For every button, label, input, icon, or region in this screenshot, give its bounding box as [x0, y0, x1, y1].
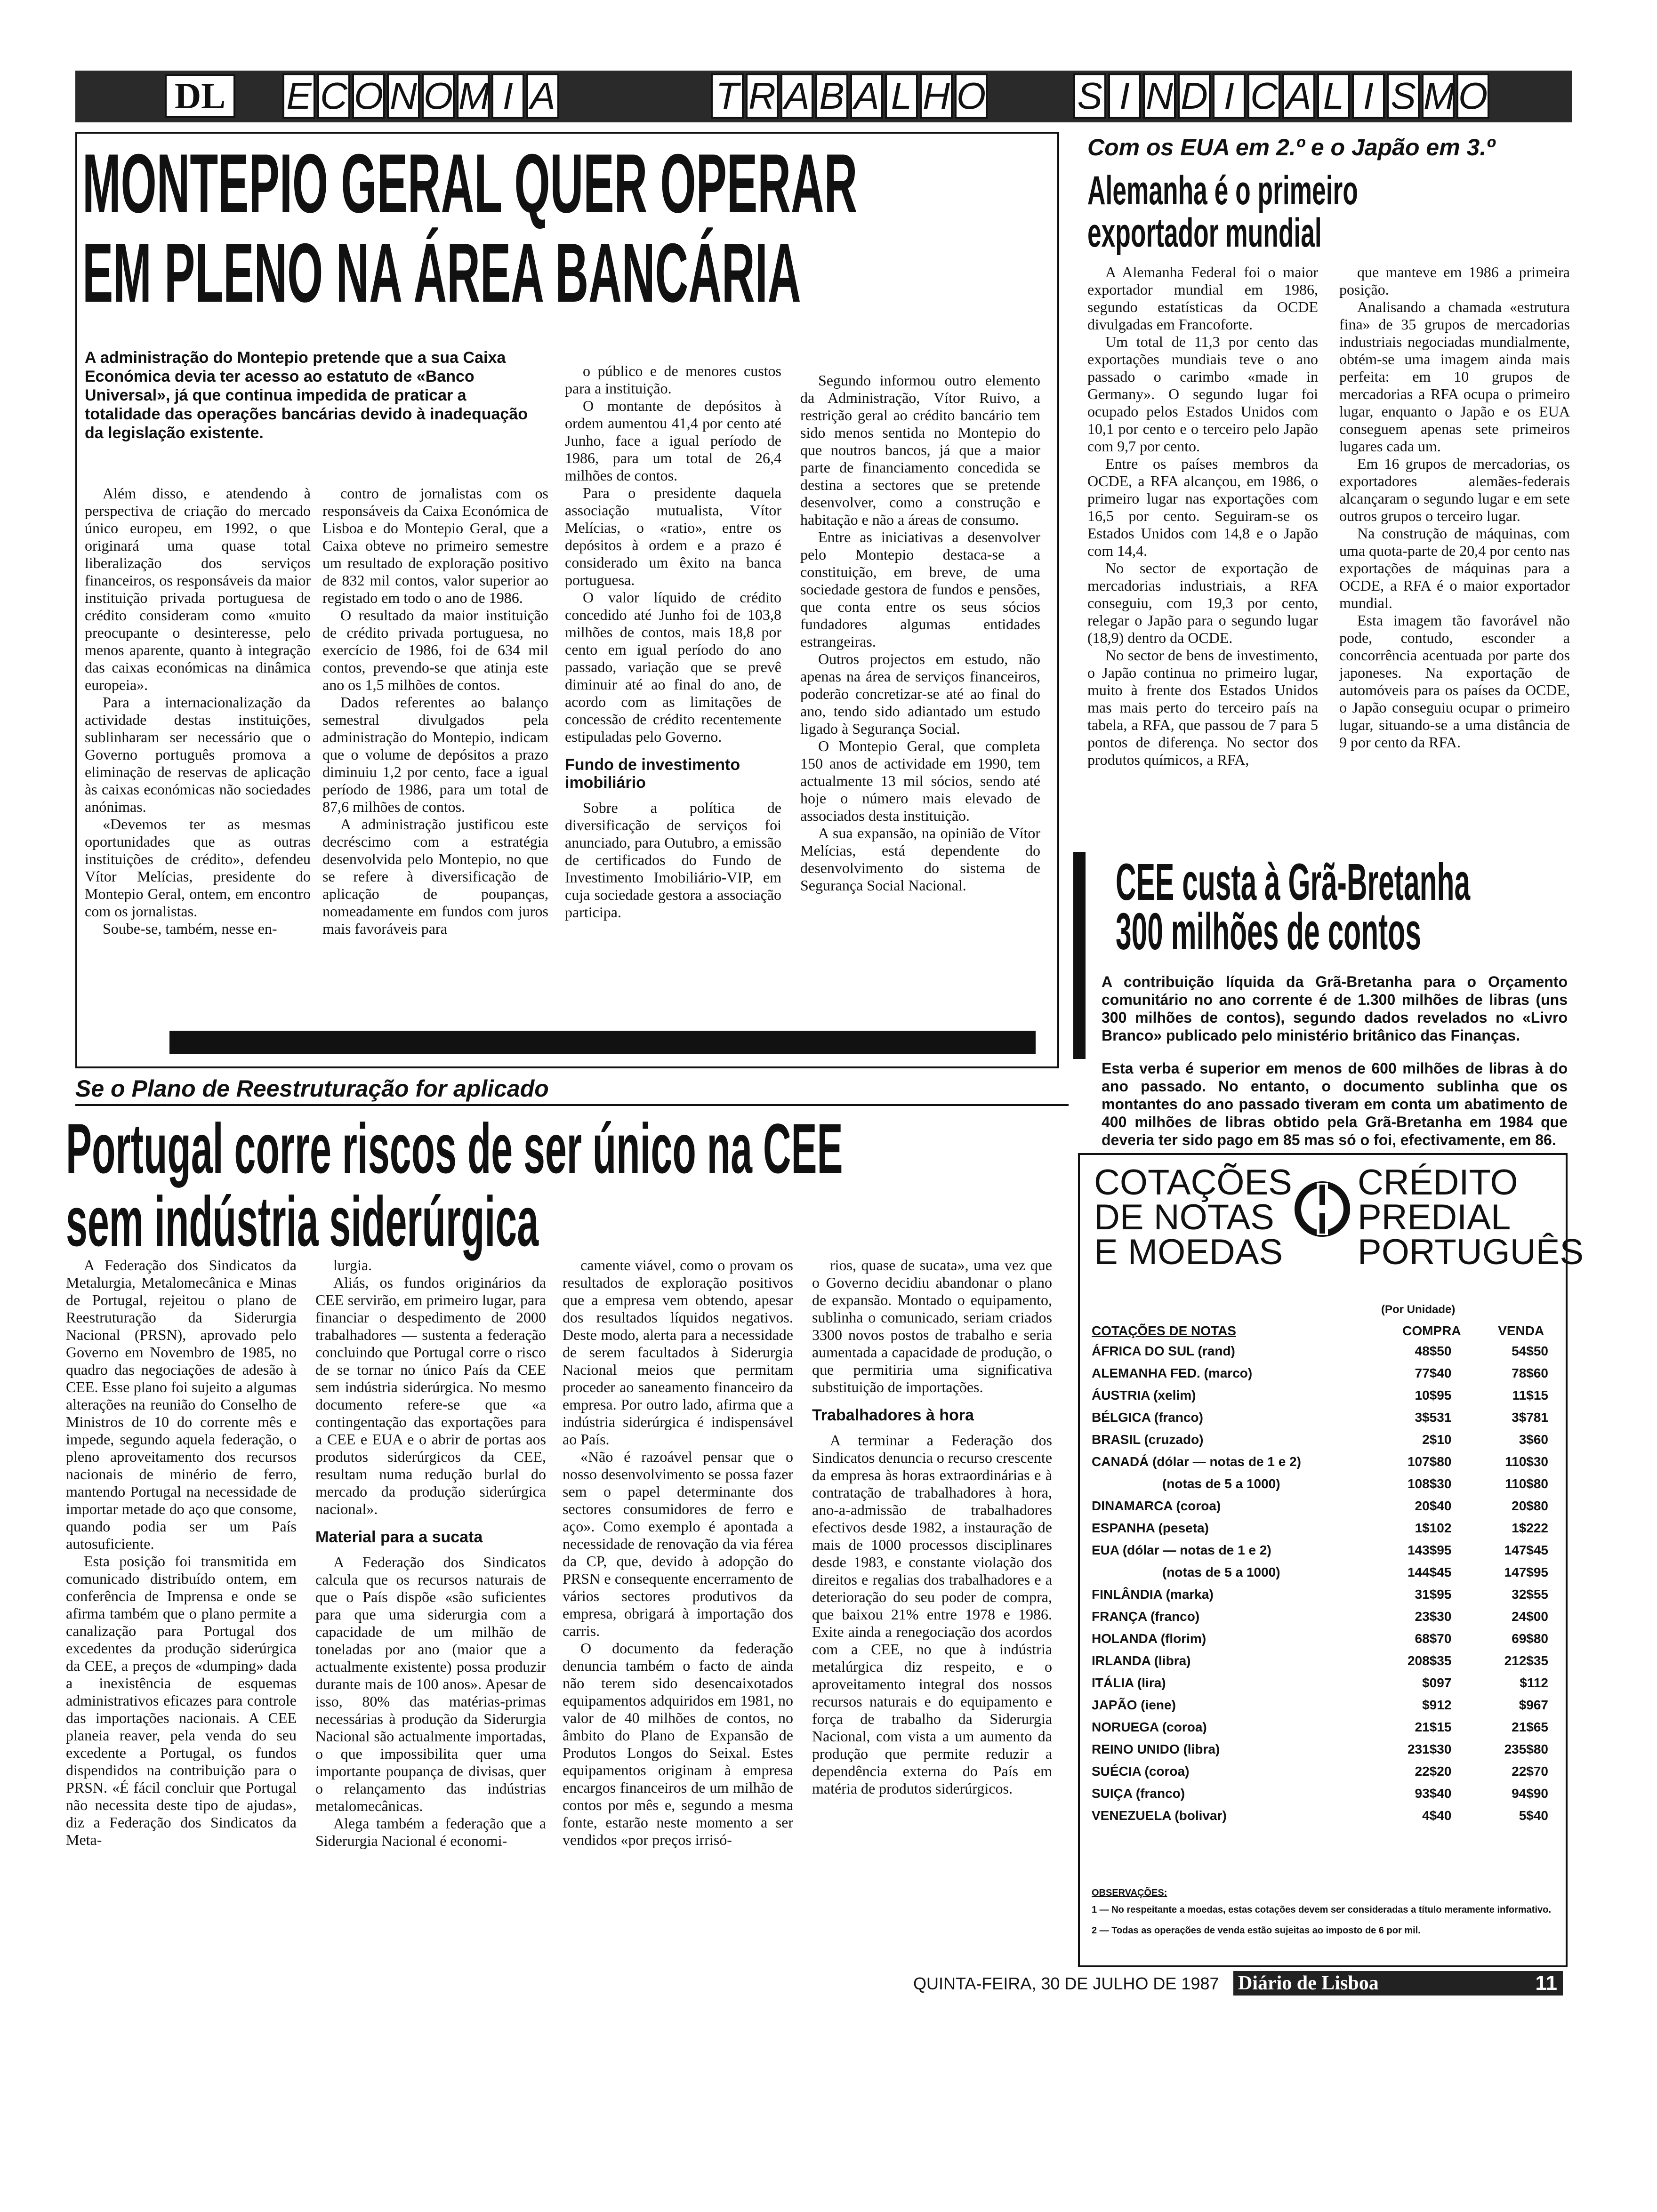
- currency-name: ALEMANHA FED. (marco): [1092, 1365, 1253, 1380]
- section-letter: N: [1143, 73, 1176, 119]
- notes-title: OBSERVAÇÕES:: [1092, 1888, 1167, 1898]
- alemanha-col2: [1339, 264, 1570, 751]
- siderurgia-headline-line2: sem indústria siderúrgica: [66, 1182, 539, 1261]
- section-letter: A: [850, 73, 883, 119]
- section-label-sindicalismo: [1073, 73, 1491, 119]
- montepio-col4-paragraph: Outros projectos em estudo, não apenas na área de serviços financeiros, poderão concretizar-se até ao final do ano, tendo sido adiantado um estudo ligado à Segurança Social.: [800, 650, 1040, 737]
- footer-page-number: 11: [1535, 1972, 1557, 1995]
- currency-name: EUA (dólar — notas de 1 e 2): [1092, 1542, 1271, 1557]
- alemanha-col2-paragraph: que manteve em 1986 a primeira posição.: [1339, 264, 1570, 298]
- currency-name: VENEZUELA (bolivar): [1092, 1808, 1227, 1823]
- montepio-col1: [85, 485, 311, 938]
- currency-name: ÁUSTRIA (xelim): [1092, 1387, 1196, 1403]
- siderurgia-col1-paragraph: Esta posição foi transmitida em comunicado distribuído ontem, em conferência de Imprensa e onde se afirma também que o plano permite a canalização para Portugal dos excedentes da produção siderúrgica da CEE, a preços de «dumping» dada a inexistência de esquemas administrativos eficazes para controle das importações nacionais. A CEE planeia reaver, pela venda do seu excedente a Portugal, os fundos dispendidos na contribuição para o PRSN. «É fácil concluir que Portugal não necessita deste tipo de ajudas», diz a Federação dos Sindicatos da Meta-: [66, 1553, 297, 1848]
- compra-value: 208$35: [1407, 1653, 1452, 1668]
- currency-name: HOLANDA (florim): [1092, 1631, 1207, 1646]
- alemanha-headline-line2: exportador mundial: [1087, 210, 1322, 256]
- table-row: [1092, 1517, 1558, 1539]
- montepio-col3-paragraph: O valor líquido de crédito concedido até Junho foi de 103,8 milhões de contos, mais 18,8 por cento em igual período do ano passado, variação que se prevê diminuir até ao final do ano, de acordo com as limitações de concessão de crédito recentemente estipuladas pelo Governo.: [565, 589, 781, 745]
- venda-value: 21$65: [1512, 1719, 1548, 1734]
- siderurgia-headline-line1: Portugal corre riscos de ser único na CEE: [66, 1109, 843, 1188]
- compra-value: 10$95: [1415, 1387, 1452, 1403]
- venda-value: 1$222: [1512, 1520, 1548, 1535]
- montepio-col1-paragraph: Além disso, e atendendo à perspectiva de criação do mercado único europeu, em 1992, o que originará uma quase total liberalização dos serviços financeiros, os responsáveis da maior instituição privada portuguesa de crédito consideram como «muito preocupante o desinteresse, pelo menos aparente, quanto à integração das caixas económicas na dinâmica europeia».: [85, 485, 311, 693]
- section-label-trabalho: [711, 73, 989, 119]
- venda-value: $967: [1519, 1697, 1548, 1712]
- table-row: [1092, 1738, 1558, 1760]
- alemanha-col2-paragraph: Na construção de máquinas, com uma quota-parte de 20,4 por cento nas exportações de máquinas para a OCDE, a RFA é o maior exportador mundial.: [1339, 525, 1570, 611]
- compra-value: $097: [1422, 1675, 1452, 1690]
- table-row: [1092, 1340, 1558, 1362]
- currency-name: FRANÇA (franco): [1092, 1609, 1200, 1624]
- compra-value: 108$30: [1407, 1476, 1452, 1491]
- cee-gb-headline-line2: 300 milhões de contos: [1116, 903, 1421, 961]
- montepio-col2-paragraph: A administração justificou este decréscimo com a estratégia desenvolvida pelo Montepio, no que se refere à diversificação de aplicação de poupanças, nomeadamente em fundos com juros mais favoráveis para: [322, 816, 548, 937]
- section-header-bar: [75, 71, 1572, 122]
- siderurgia-col3-paragraph: «Não é razoável pensar que o nosso desenvolvimento se possa fazer sem o papel determinante dos sectores consumidores de ferro e aço». Como exemplo é apontada a necessidade de renovação da via férea da CP, que, devido à adopção do PRSN e consequente encerramento de vários sectores produtivos da empresa, obrigará à importação dos carris.: [563, 1448, 793, 1639]
- alemanha-col1-paragraph: No sector de exportação de mercadorias industriais, a RFA conseguiu, com 19,3 por cento, relegar o Japão para o segundo lugar (18,9) dentro da OCDE.: [1087, 560, 1318, 646]
- currency-name: BRASIL (cruzado): [1092, 1432, 1204, 1447]
- compra-value: 77$40: [1415, 1365, 1452, 1380]
- currency-name: BÉLGICA (franco): [1092, 1410, 1203, 1425]
- montepio-col1-paragraph: Para a internacionalização da actividade destas instituições, sublinharam ser necessário que o Governo português promova a eliminação de reservas de aplicação às caixas económicas não sociedades anónimas.: [85, 694, 311, 815]
- siderurgia-col2-paragraph: lurgia.: [333, 1257, 372, 1274]
- footer-paper-name: Diário de Lisboa: [1238, 1972, 1379, 1994]
- bank-name-line: PORTUGUÊS: [1358, 1232, 1584, 1272]
- compra-value: 1$102: [1415, 1520, 1452, 1535]
- montepio-col2-paragraph: O resultado da maior instituição de crédito privada portuguesa, no exercício de 1986, foi de 634 mil contos, prevendo-se que atinja este ano os 1,5 milhões de contos.: [322, 607, 548, 693]
- compra-value: 143$95: [1407, 1542, 1452, 1557]
- currency-name: JAPÃO (iene): [1092, 1697, 1176, 1712]
- section-letter: O: [422, 73, 455, 119]
- table-row: [1092, 1782, 1558, 1804]
- table-row: [1092, 1362, 1558, 1384]
- venda-value: 32$55: [1512, 1587, 1548, 1602]
- compra-value: 107$80: [1407, 1454, 1452, 1469]
- siderurgia-col2-paragraph: Aliás, os fundos originários da CEE servirão, em primeiro lugar, para financiar o despedimento de 2000 trabalhadores — sustenta a federação concluindo que Portugal corre o risco de se tornar no único País da CEE sem indústria siderúrgica. No mesmo documento refere-se que «a contingentação das exportações para a CEE e EUA e o abrir de portas aos produtos siderúrgicos da CEE, resultam numa redução burlal do mercado da produção siderúrgica nacional».: [315, 1274, 546, 1517]
- venda-value: 11$15: [1512, 1387, 1548, 1403]
- table-row: [1092, 1760, 1558, 1782]
- venda-value: 94$90: [1512, 1786, 1548, 1801]
- compra-value: 31$95: [1415, 1587, 1452, 1602]
- alemanha-col1-paragraph: A Alemanha Federal foi o maior exportador mundial em 1986, segundo estatísticas da OCDE divulgadas em Francoforte.: [1087, 264, 1318, 333]
- compra-value: 48$50: [1415, 1343, 1452, 1358]
- venda-value: 212$35: [1504, 1653, 1548, 1668]
- currency-name: SUÉCIA (coroa): [1092, 1763, 1190, 1779]
- cotacoes-title-line: E MOEDAS: [1094, 1232, 1283, 1272]
- bank-name-line: PREDIAL: [1358, 1197, 1511, 1237]
- montepio-col3: [565, 362, 781, 921]
- note-2: 2 — Todas as operações de venda estão sujeitas ao imposto de 6 por mil.: [1092, 1925, 1421, 1936]
- alemanha-col2-paragraph: Analisando a chamada «estrutura fina» de 35 grupos de mercadorias industriais negociadas mundialmente, obtém-se uma imagem ainda mais perfeita: em 10 grupos de mercadorias a RFA ocupa o primeiro lugar, enquanto o Japão e os EUA conseguem apenas sete primeiros lugares cada um.: [1339, 298, 1570, 455]
- siderurgia-col3-paragraph: O documento da federação denuncia também o facto de ainda não terem sido desencaixotados equipamentos adquiridos em 1981, no valor de 40 milhões de contos, no âmbito do Plano de Expansão de Produtos Longos do Seixal. Estes equipamentos originam à empresa encargos financeiros de um milhão de contos por mês e, segundo a mesma fonte, estarão neste momento a ser vendidos «por preços irrisó-: [563, 1640, 793, 1848]
- alemanha-col1-paragraph: No sector de bens de investimento, o Japão continua no primeiro lugar, muito à frente dos Estados Unidos mas mais perto do terceiro país na tabela, a RFA, que passou de 7 para 5 pontos de diferença. No sector dos produtos químicos, a RFA,: [1087, 647, 1318, 768]
- compra-value: 68$70: [1415, 1631, 1452, 1646]
- table-row: [1092, 1451, 1558, 1473]
- currency-name: (notas de 5 a 1000): [1162, 1476, 1280, 1491]
- section-letter: A: [1282, 73, 1315, 119]
- venda-value: 147$45: [1504, 1542, 1548, 1557]
- montepio-headline-line1: MONTEPIO GERAL QUER OPERAR: [82, 136, 858, 230]
- bank-name: [1358, 1162, 1584, 1272]
- section-letter: A: [780, 73, 813, 119]
- montepio-col1-paragraph: «Devemos ter as mesmas oportunidades que as outras instituições de crédito», defendeu Vítor Melícias, presidente do Montepio Geral, ontem, em encontro com os jornalistas.: [85, 816, 311, 920]
- alemanha-col1: [1087, 264, 1318, 769]
- currency-name: (notas de 5 a 1000): [1162, 1564, 1280, 1579]
- montepio-col4-paragraph: A sua expansão, na opinião de Vítor Melícias, está dependente do desenvolvimento do sistema de Segurança Social Nacional.: [800, 825, 1040, 894]
- montepio-subhead: Fundo de investimento imobiliário: [565, 756, 740, 792]
- montepio-col4-paragraph: O Montepio Geral, que completa 150 anos de actividade em 1990, tem actualmente 13 mil sócios, sendo até hoje o número mais elevado de associados desta instituição.: [800, 737, 1040, 824]
- cotacoes-box: [1078, 1153, 1584, 1967]
- section-letter: S: [1387, 73, 1420, 119]
- siderurgia-col4-paragraph: A terminar a Federação dos Sindicatos denuncia o recurso crescente da empresa às horas extraordinárias e à contratação de trabalhadores à hora, ano-a-admissão de trabalhadores efectivos desde 1982, a instauração de mais de 1000 processos disciplinares desde 1983, e constante violação dos direitos e regalias dos trabalhadores e a deterioração do seu poder de compra, que baixou 21% entre 1978 e 1986. Exite ainda a renegociação dos acordos com a CEE, no que à indústria metalúrgica diz respeito, e o aproveitamento integral dos nossos recursos naturais e do equipamento e força de trabalho da Siderurgia Nacional, com vista a um aumento da produção que permite reduzir a dependência externa do País em matéria de produtos siderúrgicos.: [812, 1432, 1053, 1797]
- montepio-bottom-rule: [169, 1031, 1036, 1054]
- cee-gb-paragraph: Esta verba é superior em menos de 600 milhões de libras à do ano passado. No entanto, o documento sublinha que os montantes do ano passado tiveram em conta um abatimento de 400 milhões de libras obtido pela Grã-Bretanha em 1984 que deveria ter sido pago em 85 mas só o foi, efectivamente, em 86.: [1102, 1060, 1568, 1148]
- alemanha-kicker: Com os EUA em 2.º e o Japão em 3.º: [1087, 134, 1495, 160]
- venda-value: 24$00: [1512, 1609, 1548, 1624]
- compra-value: 93$40: [1415, 1786, 1452, 1801]
- table-row: [1092, 1495, 1558, 1517]
- section-letter: N: [387, 73, 420, 119]
- montepio-col3-paragraph: o público e de menores custos para a instituição.: [565, 362, 781, 397]
- section-letter: L: [885, 73, 918, 119]
- section-letter: H: [920, 73, 953, 119]
- montepio-col1-paragraph: Soube-se, também, nesse en-: [103, 920, 277, 937]
- siderurgia-subhead-trabalhadores: Trabalhadores à hora: [812, 1406, 974, 1424]
- section-letter: B: [815, 73, 848, 119]
- venda-value: 69$80: [1512, 1631, 1548, 1646]
- section-letter: A: [526, 73, 559, 119]
- compra-value: 23$30: [1415, 1609, 1452, 1624]
- venda-value: 110$80: [1505, 1476, 1548, 1491]
- alemanha-col2-paragraph: Esta imagem tão favorável não pode, contudo, esconder a concorrência acentuada por parte dos japoneses. Na exportação de automóveis para os países da OCDE, o Japão conseguiu ocupar o primeiro lugar, situando-se a uma distância de 9 por cento da RFA.: [1339, 612, 1570, 751]
- currency-name: SUIÇA (franco): [1092, 1786, 1185, 1801]
- venda-value: 3$60: [1519, 1432, 1548, 1447]
- table-row: [1092, 1539, 1558, 1561]
- siderurgia-col1-paragraph: A Federação dos Sindicatos da Metalurgia, Metalomecânica e Minas de Portugal, rejeitou o plano de Reestruturação da Siderurgia Nacional (PRSN), aprovado pelo Governo em Novembro de 1985, no quadro das negociações de adesão à CEE. Esse plano foi sujeito a algumas alterações na reunião do Conselho de Ministros de 10 do corrente mês e impede, segundo aquela federação, o pleno aproveitamento dos recursos nacionais de minério de ferro, mantendo Portugal na necessidade de importar metade do aço que consome, quando podia ser um País autosuficiente.: [66, 1257, 297, 1552]
- currency-name: DINAMARCA (coroa): [1092, 1498, 1221, 1513]
- siderurgia-col3-paragraph: camente viável, como o provam os resultados de exploração positivos que a empresa vem obtendo, apesar dos resultados líquidos negativos. Deste modo, alerta para a necessidade de serem facultados à Siderurgia Nacional meios que permitam proceder ao saneamento financeiro da empresa. Por outro lado, afirma que a indústria siderúrgica é indispensável ao País.: [563, 1257, 793, 1448]
- section-letter: O: [352, 73, 385, 119]
- venda-value: $112: [1520, 1675, 1548, 1690]
- section-letter: T: [711, 73, 744, 119]
- montepio-col4-paragraph: Entre as iniciativas a desenvolver pelo Montepio destaca-se a constituição, em breve, de uma sociedade gestora de fundos e pensões, que conta entre os seus sócios fundadores algumas entidades estrangeiras.: [800, 529, 1040, 650]
- currency-name: NORUEGA (coroa): [1092, 1719, 1207, 1734]
- cee-gb-body: [1102, 958, 1568, 1164]
- alemanha-col2-paragraph: Em 16 grupos de mercadorias, os exportadores alemães-federais alcançaram o segundo lugar e em sete outros grupos o terceiro lugar.: [1339, 455, 1570, 524]
- currency-name: FINLÂNDIA (marka): [1092, 1587, 1214, 1602]
- montepio-col2-paragraph: Dados referentes ao balanço semestral divulgados pela administração do Montepio, indicam que o volume de depósitos a prazo diminuiu 1,2 por cento, face a igual período de 1986, para um total de 87,6 milhões de contos.: [322, 694, 548, 815]
- currency-name: ITÁLIA (lira): [1092, 1675, 1166, 1690]
- currency-name: ESPANHA (peseta): [1092, 1520, 1209, 1535]
- currency-name: ÁFRICA DO SUL (rand): [1092, 1343, 1235, 1358]
- montepio-col3-paragraph: Para o presidente daquela associação mutualista, Vítor Melícias, o «ratio», entre os depósitos à ordem e a prazo é considerado um êxito na banca portuguesa.: [565, 484, 781, 588]
- table-row: [1092, 1650, 1558, 1672]
- section-letter: M: [1422, 73, 1455, 119]
- montepio-col4-paragraph: Segundo informou outro elemento da Administração, Vítor Ruivo, a restrição geral ao crédito bancário tem sido menos sentida no Montepio do que noutros bancos, já que a maior parte de financiamento concedida se destina a sectores que se pretende desenvolver, como a construção e habitação e não a áreas de consumo.: [800, 372, 1040, 528]
- cotacoes-notes: [1092, 1887, 1558, 1937]
- col-header-compra: COMPRA: [1402, 1323, 1461, 1338]
- compra-value: 144$45: [1407, 1564, 1452, 1579]
- table-row: [1092, 1605, 1558, 1627]
- cotacoes-title: [1094, 1162, 1292, 1272]
- cotacoes-title-line: DE NOTAS: [1094, 1197, 1274, 1237]
- compra-value: $912: [1422, 1697, 1452, 1712]
- cee-gb-headline-line1: CEE custa à Grã-Bretanha: [1116, 853, 1471, 911]
- alemanha-headline-line1: Alemanha é o primeiro: [1087, 168, 1358, 213]
- table-row: [1092, 1428, 1558, 1451]
- compra-value: 22$20: [1415, 1763, 1452, 1779]
- table-row: [1092, 1627, 1558, 1650]
- compra-value: 231$30: [1407, 1741, 1452, 1756]
- venda-value: 3$781: [1512, 1410, 1548, 1425]
- col-header-notas: COTAÇÕES DE NOTAS: [1092, 1323, 1236, 1338]
- venda-value: 22$70: [1512, 1763, 1548, 1779]
- siderurgia-subhead-sucata: Material para a sucata: [315, 1528, 483, 1546]
- section-letter: S: [1073, 73, 1106, 119]
- currency-name: IRLANDA (libra): [1092, 1653, 1191, 1668]
- cotacoes-table: [1092, 1322, 1558, 1827]
- section-letter: O: [955, 73, 988, 119]
- section-letter: I: [1352, 73, 1385, 119]
- siderurgia-col2-paragraph: Alega também a federação que a Siderurgia Nacional é economi-: [315, 1815, 546, 1849]
- venda-value: 20$80: [1512, 1498, 1548, 1513]
- venda-value: 78$60: [1512, 1365, 1548, 1380]
- cee-gb-paragraph: A contribuição líquida da Grã-Bretanha para o Orçamento comunitário no ano corrente é de 1.300 milhões de libras (uns 300 milhões de contos), segundo dados revelados no «Livro Branco» publicado pelo ministério britânico das Finanças.: [1102, 973, 1568, 1044]
- section-letter: R: [746, 73, 779, 119]
- section-letter: C: [1247, 73, 1280, 119]
- siderurgia-col2-paragraph: A Federação dos Sindicatos calcula que os recursos naturais de que o País dispõe «são suficientes para que uma siderurgia com a capacidade de um milhão de toneladas por ano (maior que a actualmente existente) possa produzir durante mais de 100 anos». Apesar de isso, 80% das matérias-primas necessárias à produção da Siderurgia Nacional são actualmente importadas, o que impossibilita quer uma importante poupança de divisas, quer o relançamento das indústrias metalomecânicas.: [315, 1554, 546, 1814]
- footer-masthead: [1233, 1971, 1563, 1996]
- section-letter: I: [491, 73, 524, 119]
- siderurgia-col4-paragraph: rios, quase de sucata», uma vez que o Governo decidiu abandonar o plano de expansão. Montado o equipamento, sublinha o comunicado, seriam criados 3300 novos postos de trabalho e seria aumentada a capacidade de produção, o que permitiria uma significativa substituição de importações.: [812, 1257, 1052, 1395]
- table-row: [1092, 1583, 1558, 1605]
- montepio-col3-paragraph: Sobre a política de diversificação de serviços foi anunciado, para Outubro, a emissão de certificados do Fundo de Investimento Imobiliário-VIP, em cuja sociedade gestora a associação participa.: [565, 799, 781, 921]
- siderurgia-kicker: Se o Plano de Reestruturação for aplicado: [75, 1075, 549, 1102]
- cotacoes-title-line: COTAÇÕES: [1094, 1162, 1292, 1202]
- siderurgia-col1: [66, 1257, 297, 1849]
- siderurgia-col2: [315, 1257, 546, 1850]
- cotacoes-table-wrap: [1092, 1322, 1558, 1827]
- montepio-lead: A administração do Montepio pretende que a sua Caixa Económica devia ter acesso ao estatuto de «Banco Universal», já que continua impedida de praticar a totalidade das operações bancárias devido à inadequação da legislação existente.: [85, 349, 528, 442]
- compra-value: 20$40: [1415, 1498, 1452, 1513]
- section-letter: L: [1317, 73, 1350, 119]
- section-label-economia: [282, 73, 561, 119]
- alemanha-col1-paragraph: Entre os países membros da OCDE, a RFA alcançou, em 1986, o primeiro lugar nas exportações com 16,5 por cento. Seguiram-se os Estados Unidos com 14,8 e o Japão com 14,4.: [1087, 455, 1318, 559]
- section-letter: I: [1108, 73, 1141, 119]
- table-row: [1092, 1384, 1558, 1406]
- table-row: [1092, 1672, 1558, 1694]
- compra-value: 3$531: [1415, 1410, 1452, 1425]
- alemanha-col1-paragraph: Um total de 11,3 por cento das exportações mundiais teve o ano passado o carimbo «made in Germany». O segundo lugar foi ocupado pelos Estados Unidos com 10,1 por cento e o terceiro pelo Japão com 9,7 por cento.: [1087, 333, 1318, 455]
- bank-name-line: CRÉDITO: [1358, 1162, 1518, 1202]
- section-letter: D: [1178, 73, 1211, 119]
- cee-gb-bar: [1073, 852, 1086, 1059]
- compra-value: 4$40: [1422, 1808, 1452, 1823]
- siderurgia-col4: [812, 1257, 1052, 1797]
- cotacoes-unit: (Por Unidade): [1381, 1303, 1456, 1316]
- section-letter: C: [317, 73, 350, 119]
- table-row: [1092, 1804, 1558, 1827]
- compra-value: 21$15: [1415, 1719, 1452, 1734]
- section-letter: M: [457, 73, 490, 119]
- table-row: [1092, 1406, 1558, 1428]
- section-letter: E: [282, 73, 315, 119]
- table-row: [1092, 1561, 1558, 1583]
- footer-date: QUINTA-FEIRA, 30 DE JULHO DE 1987: [913, 1974, 1219, 1993]
- table-row: [1092, 1694, 1558, 1716]
- venda-value: 235$80: [1504, 1741, 1548, 1756]
- montepio-col2: [322, 485, 548, 938]
- venda-value: 147$95: [1504, 1564, 1548, 1579]
- section-letter: O: [1456, 73, 1489, 119]
- venda-value: 54$50: [1512, 1343, 1548, 1358]
- section-letter: I: [1213, 73, 1246, 119]
- siderurgia-kicker-rule: [75, 1104, 1069, 1106]
- table-row: [1092, 1473, 1558, 1495]
- bank-logo-icon: [1294, 1174, 1351, 1244]
- montepio-col3-paragraph: O montante de depósitos à ordem aumentou 41,4 por cento até Junho, face a igual período de 1986, para um total de 26,4 milhões de contos.: [565, 397, 781, 484]
- currency-name: CANADÁ (dólar — notas de 1 e 2): [1092, 1454, 1301, 1469]
- montepio-headline-line2: EM PLENO NA ÁREA BANCÁRIA: [82, 226, 801, 320]
- venda-value: 110$30: [1505, 1454, 1548, 1469]
- venda-value: 5$40: [1519, 1808, 1548, 1823]
- table-row: [1092, 1716, 1558, 1738]
- montepio-col2-paragraph: contro de jornalistas com os responsáveis da Caixa Económica de Lisboa e do Montepio Geral, que a Caixa obteve no primeiro semestre um resultado de exploração positivo de 832 mil contos, valor superior ao registado em todo o ano de 1986.: [322, 485, 548, 606]
- currency-name: REINO UNIDO (libra): [1092, 1741, 1220, 1756]
- note-1: 1 — No respeitante a moedas, estas cotações devem ser consideradas a título meramente informativo.: [1092, 1905, 1551, 1915]
- montepio-col4: [800, 372, 1040, 894]
- paper-logo: DL: [165, 74, 235, 118]
- compra-value: 2$10: [1422, 1432, 1452, 1447]
- siderurgia-col3: [563, 1257, 793, 1849]
- col-header-venda: VENDA: [1498, 1323, 1544, 1338]
